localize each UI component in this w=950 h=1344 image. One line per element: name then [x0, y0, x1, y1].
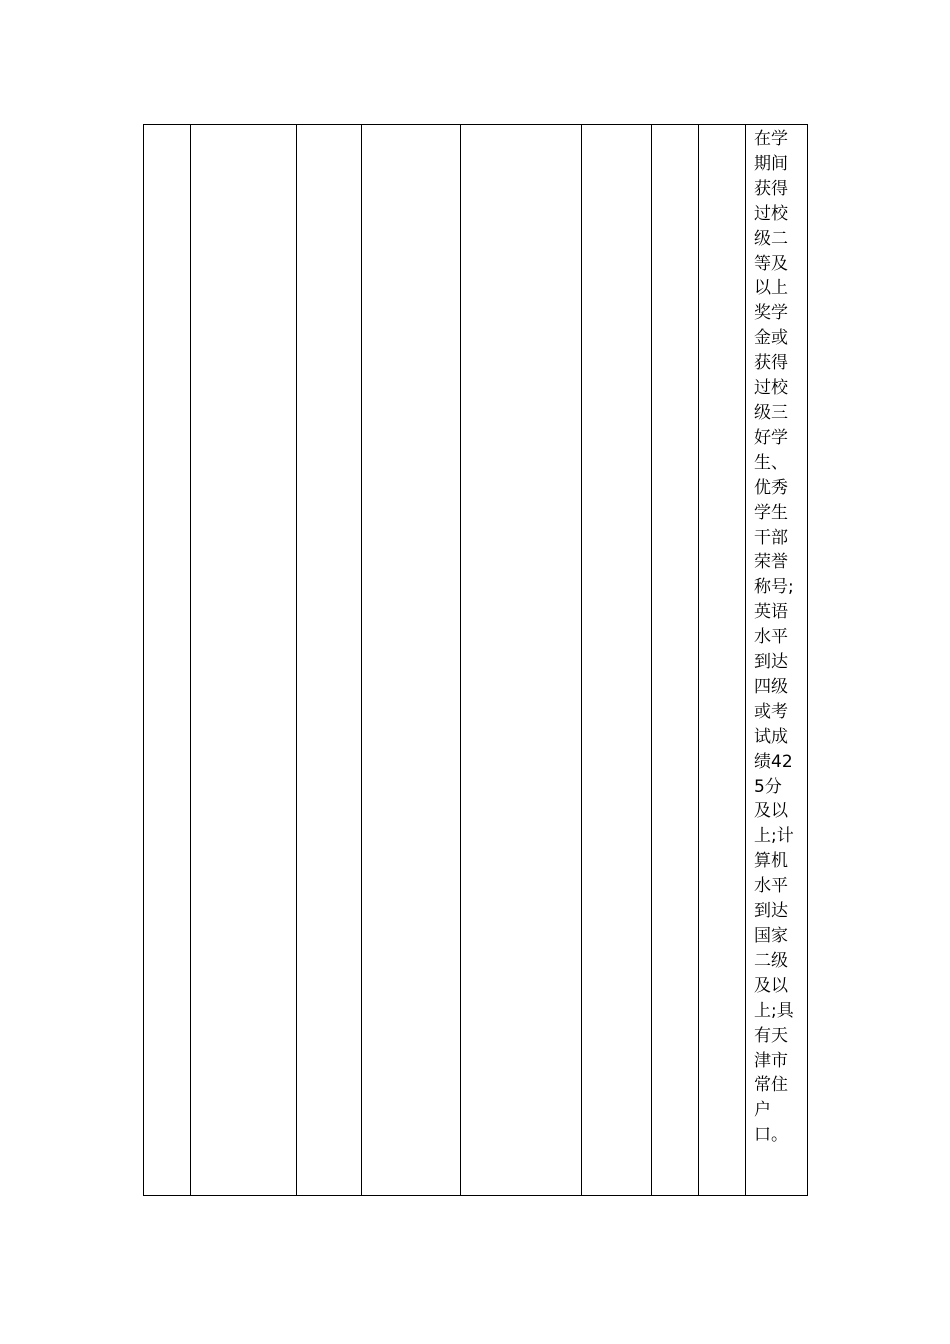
requirements-text: 在学期间获得过校级二等及以上奖学金或获得过校级三好学生、优秀学生干部荣誉称号;英语水平到达四级或考试成绩425分及以上;计算机水平到达国家二级及以上;具有天津市常住户口。 [754, 129, 794, 1146]
table-cell-2 [191, 125, 297, 1196]
table-cell-6 [582, 125, 652, 1196]
requirements-cell [746, 125, 808, 1196]
table-cell-5 [461, 125, 582, 1196]
table-cell-1 [144, 125, 191, 1196]
table-cell-8 [699, 125, 746, 1196]
table-cell-4 [362, 125, 461, 1196]
table-row [144, 125, 808, 1196]
recruitment-table [143, 124, 808, 1196]
table-cell-3 [297, 125, 362, 1196]
table-cell-7 [652, 125, 699, 1196]
